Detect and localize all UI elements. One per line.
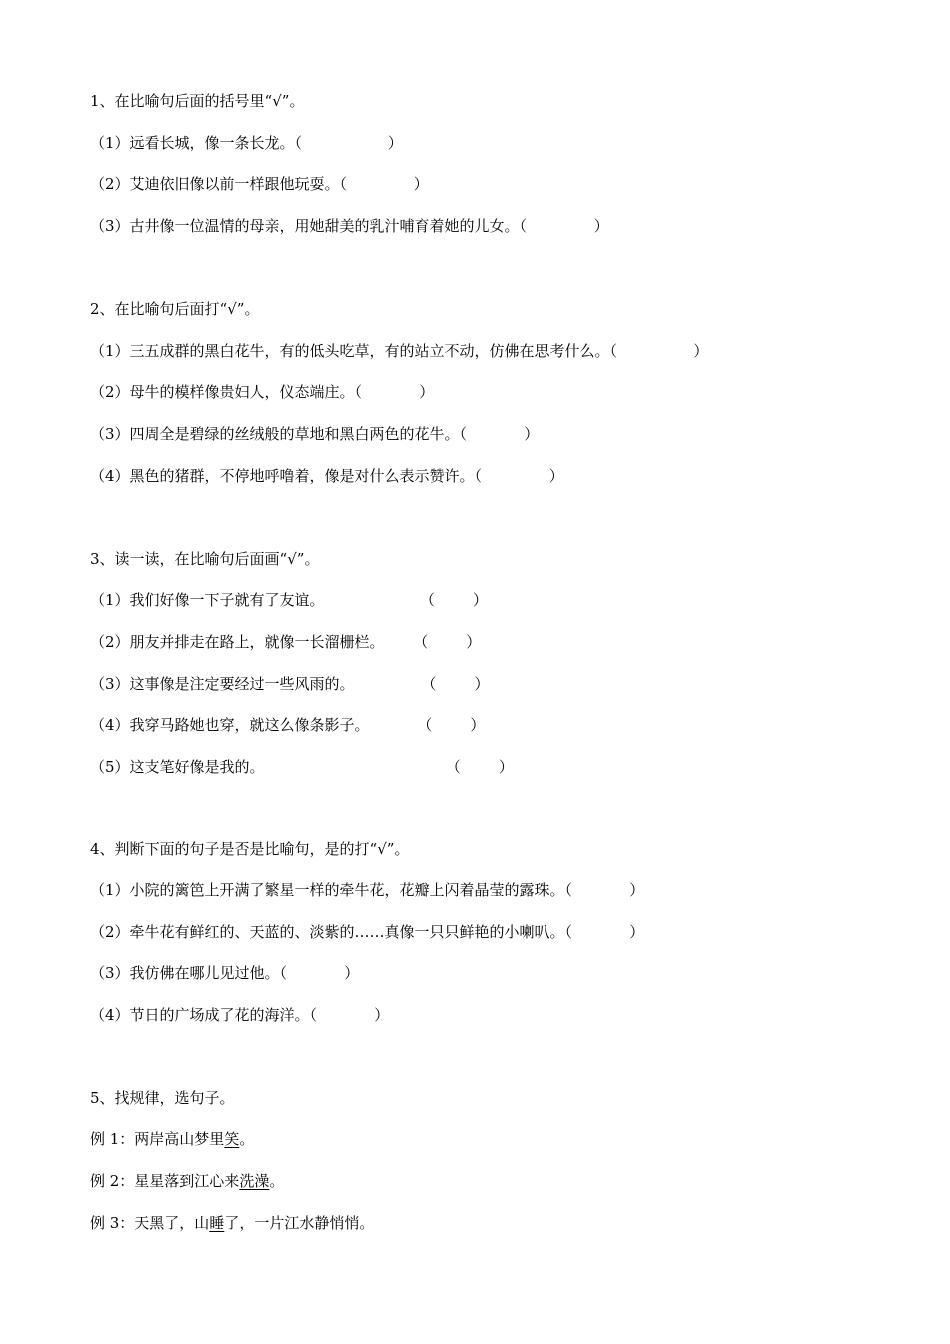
example-3 [90, 1213, 374, 1233]
example-3-underlined-word: 睡 [209, 1214, 225, 1232]
section-4-item-4: （4）节日的广场成了花的海洋。（ ） [90, 1006, 390, 1024]
example-1-suffix: 。 [239, 1130, 255, 1148]
section-3-item-2: （2）朋友并排走在路上，就像一长溜栅栏。 （ ） [90, 633, 482, 651]
section-3-item-4: （4）我穿马路她也穿，就这么像条影子。 （ ） [90, 716, 486, 734]
section-1-item-1: （1）远看长城，像一条长龙。（ ） [90, 134, 403, 152]
section-1-item-2: （2）艾迪依旧像以前一样跟他玩耍。（ ） [90, 175, 429, 193]
section-5-heading: 5、找规律，选句子。 [90, 1089, 235, 1107]
section-4-heading: 4、判断下面的句子是否是比喻句，是的打“√”。 [90, 840, 410, 858]
section-4-item-2: （2）牵牛花有鲜红的、天蓝的、淡紫的……真像一只只鲜艳的小喇叭。（ ） [90, 923, 645, 941]
example-1-underlined-word: 笑 [224, 1130, 240, 1148]
section-3-heading: 3、读一读，在比喻句后面画“√”。 [90, 550, 320, 568]
section-2-heading: 2、在比喻句后面打“√”。 [90, 300, 260, 318]
section-2-item-4: （4）黑色的猪群，不停地呼噜着，像是对什么表示赞许。（ ） [90, 467, 564, 485]
section-3-item-3: （3）这事像是注定要经过一些风雨的。 （ ） [90, 675, 490, 693]
example-1 [90, 1129, 254, 1149]
section-3-item-1: （1）我们好像一下子就有了友谊。 （ ） [90, 591, 489, 609]
section-2-item-1: （1）三五成群的黑白花牛，有的低头吃草，有的站立不动，仿佛在思考什么。（ ） [90, 342, 709, 360]
example-2 [90, 1171, 284, 1191]
section-2-item-2: （2）母牛的模样像贵妇人，仪态端庄。（ ） [90, 383, 435, 401]
example-1-prefix: 例 1：两岸高山梦里 [90, 1130, 225, 1148]
example-3-prefix: 例 3：天黑了，山 [90, 1214, 210, 1232]
example-3-suffix: 了，一片江水静悄悄。 [224, 1214, 375, 1232]
section-4-item-1: （1）小院的篱笆上开满了繁星一样的牵牛花，花瓣上闪着晶莹的露珠。（ ） [90, 881, 645, 899]
section-1-heading: 1、在比喻句后面的括号里“√”。 [90, 92, 305, 110]
example-2-underlined-word: 洗澡 [239, 1172, 270, 1190]
section-4-item-3: （3）我仿佛在哪儿见过他。（ ） [90, 964, 360, 982]
section-1-item-3: （3）古井像一位温情的母亲，用她甜美的乳汁哺育着她的儿女。（ ） [90, 217, 609, 235]
example-2-prefix: 例 2：星星落到江心来 [90, 1172, 240, 1190]
example-2-suffix: 。 [269, 1172, 285, 1190]
section-3-item-5: （5）这支笔好像是我的。 （ ） [90, 758, 514, 776]
section-2-item-3: （3）四周全是碧绿的丝绒般的草地和黑白两色的花牛。（ ） [90, 425, 540, 443]
